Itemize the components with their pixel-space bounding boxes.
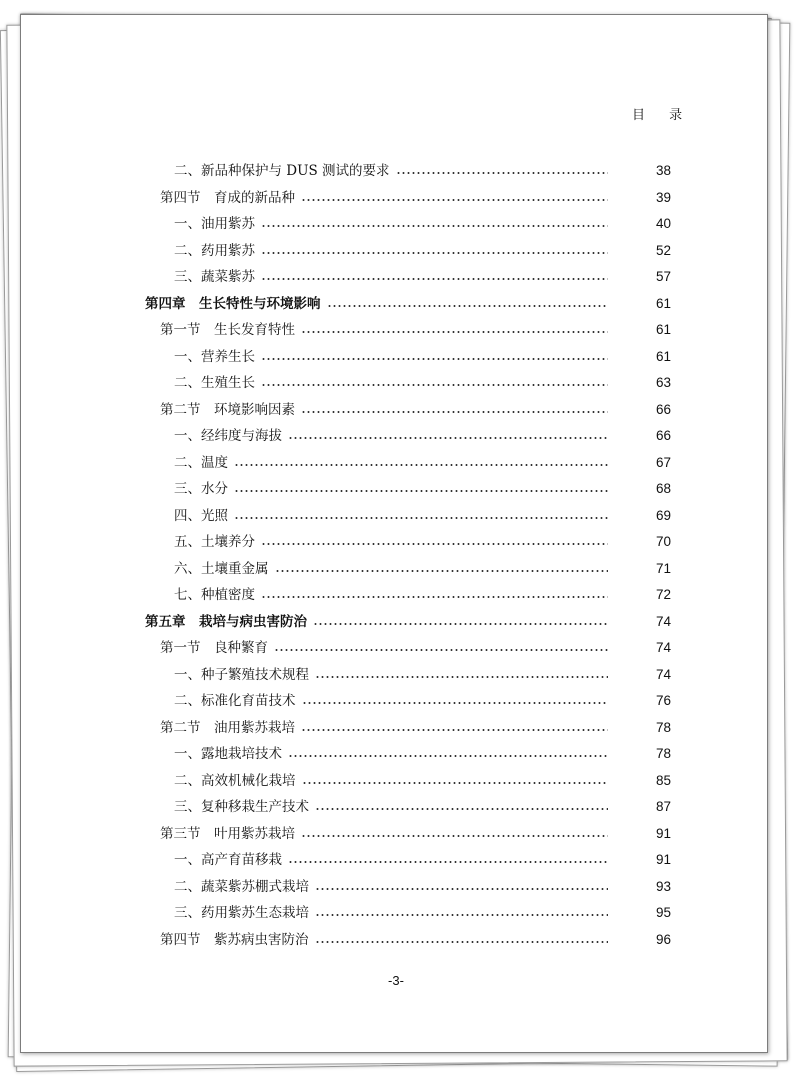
toc-item-row[interactable] (21, 558, 767, 580)
toc-page-number: 68 (655, 481, 671, 496)
toc-section-row[interactable] (21, 717, 767, 739)
toc-entry-label: 四、光照 (174, 507, 228, 524)
toc-page-number: 74 (655, 613, 671, 629)
toc-leader-dots (261, 358, 608, 360)
toc-item-row[interactable] (21, 478, 767, 500)
toc-entry-label: 第五章 栽培与病虫害防治 (145, 613, 307, 630)
toc-leader-dots (315, 676, 608, 678)
toc-section-row[interactable] (21, 319, 767, 341)
toc-entry-label: 一、油用紫苏 (174, 216, 255, 232)
toc-leader-dots (315, 888, 608, 890)
toc-item-row[interactable] (21, 849, 767, 871)
toc-leader-dots (261, 278, 608, 280)
toc-leader-dots (302, 702, 608, 704)
toc-leader-dots (302, 782, 608, 784)
toc-item-row[interactable] (21, 240, 767, 262)
toc-entry-label: 三、复种移栽生产技术 (174, 799, 309, 815)
toc-item-row[interactable] (21, 372, 767, 394)
toc-item-row[interactable] (21, 346, 767, 368)
toc-entry-label: 第一节 良种繁育 (160, 640, 268, 656)
toc-entry-label: 一、经纬度与海拔 (174, 428, 282, 444)
toc-leader-dots (301, 729, 608, 731)
toc-entry-label: 第一节 生长发育特性 (160, 322, 295, 338)
toc-item-row[interactable] (21, 770, 767, 792)
toc-chapter-row[interactable] (21, 293, 767, 315)
toc-leader-dots (327, 305, 608, 307)
toc-leader-dots (315, 941, 608, 943)
toc-entry-label: 第三节 叶用紫苏栽培 (160, 825, 295, 842)
toc-leader-dots (315, 808, 608, 810)
toc-page-number: 70 (655, 534, 671, 549)
toc-leader-dots (288, 861, 608, 863)
toc-leader-dots (234, 517, 608, 519)
toc-item-row[interactable] (21, 213, 767, 235)
toc-entry-label: 一、营养生长 (174, 348, 255, 365)
toc-section-row[interactable] (21, 399, 767, 421)
toc-entry-label: 二、新品种保护与 DUS 测试的要求 (174, 163, 390, 179)
toc-entry-label: 二、标准化育苗技术 (174, 693, 296, 709)
toc-entry-label: 六、土壤重金属 (174, 560, 269, 577)
page-number: -3- (388, 973, 404, 988)
toc-leader-dots (313, 623, 608, 625)
toc-item-row[interactable] (21, 690, 767, 712)
toc-page-number: 38 (655, 163, 671, 178)
toc-page-number: 85 (655, 772, 671, 788)
toc-item-row[interactable] (21, 584, 767, 606)
toc-section-row[interactable] (21, 637, 767, 659)
page-header-title: 目 录 (632, 108, 693, 123)
toc-section-row[interactable] (21, 187, 767, 209)
toc-leader-dots (261, 596, 608, 598)
toc-page-number: 66 (655, 401, 671, 417)
toc-page-number: 61 (655, 348, 671, 364)
toc-page-number: 78 (655, 746, 671, 761)
toc-page-number: 74 (655, 666, 671, 682)
toc-page-number: 87 (655, 799, 671, 814)
toc-page-number: 66 (655, 428, 671, 443)
toc-item-row[interactable] (21, 425, 767, 447)
toc-entry-label: 第四章 生长特性与环境影响 (145, 295, 321, 312)
toc-page-number: 71 (655, 560, 671, 576)
toc-entry-label: 三、药用紫苏生态栽培 (174, 905, 309, 921)
toc-leader-dots (274, 649, 608, 651)
toc-leader-dots (261, 543, 608, 545)
toc-item-row[interactable] (21, 902, 767, 924)
toc-entry-label: 一、高产育苗移栽 (174, 852, 282, 868)
toc-leader-dots (301, 411, 608, 413)
toc-entry-label: 第四节 紫苏病虫害防治 (160, 931, 309, 948)
toc-item-row[interactable] (21, 876, 767, 898)
toc-page-number: 78 (655, 719, 671, 735)
toc-page-number: 76 (655, 693, 671, 708)
toc-page-number: 39 (655, 189, 671, 205)
toc-entry-label: 七、种植密度 (174, 587, 255, 603)
toc-item-row[interactable] (21, 743, 767, 765)
toc-leader-dots (301, 835, 608, 837)
toc-leader-dots (234, 464, 608, 466)
toc-entry-label: 一、种子繁殖技术规程 (174, 666, 309, 683)
toc-page (20, 14, 768, 1053)
toc-entry-label: 第四节 育成的新品种 (160, 189, 295, 206)
toc-item-row[interactable] (21, 266, 767, 288)
toc-leader-dots (261, 384, 608, 386)
toc-entry-label: 三、水分 (174, 481, 228, 497)
toc-page-number: 91 (655, 825, 671, 841)
toc-item-row[interactable] (21, 452, 767, 474)
toc-section-row[interactable] (21, 929, 767, 951)
toc-item-row[interactable] (21, 505, 767, 527)
toc-item-row[interactable] (21, 160, 767, 182)
toc-page-number: 91 (655, 852, 671, 867)
toc-page-number: 96 (655, 931, 671, 947)
toc-entry-label: 三、蔬菜紫苏 (174, 269, 255, 285)
toc-entry-label: 二、温度 (174, 454, 228, 471)
toc-entry-label: 二、高效机械化栽培 (174, 772, 296, 789)
toc-page-number: 67 (655, 454, 671, 470)
toc-page-number: 57 (655, 269, 671, 284)
toc-leader-dots (234, 490, 608, 492)
toc-page-number: 93 (655, 878, 671, 894)
toc-entry-label: 二、蔬菜紫苏棚式栽培 (174, 878, 309, 895)
toc-leader-dots (261, 252, 608, 254)
toc-chapter-row[interactable] (21, 611, 767, 633)
toc-page-number: 74 (655, 640, 671, 655)
toc-leader-dots (315, 914, 608, 916)
toc-page-number: 95 (655, 905, 671, 920)
toc-page-number: 61 (655, 322, 671, 337)
toc-section-row[interactable] (21, 823, 767, 845)
toc-entry-label: 二、生殖生长 (174, 375, 255, 391)
toc-item-row[interactable] (21, 796, 767, 818)
toc-leader-dots (301, 331, 608, 333)
toc-entry-label: 一、露地栽培技术 (174, 746, 282, 762)
toc-leader-dots (261, 225, 608, 227)
toc-leader-dots (288, 755, 608, 757)
toc-page-number: 63 (655, 375, 671, 390)
toc-entry-label: 五、土壤养分 (174, 534, 255, 550)
toc-entry-label: 第二节 油用紫苏栽培 (160, 719, 295, 736)
toc-leader-dots (396, 172, 608, 174)
toc-item-row[interactable] (21, 531, 767, 553)
toc-page-number: 40 (655, 216, 671, 231)
toc-entry-label: 第二节 环境影响因素 (160, 401, 295, 418)
toc-page-number: 52 (655, 242, 671, 258)
toc-leader-dots (288, 437, 608, 439)
toc-page-number: 72 (655, 587, 671, 602)
toc-page-number: 69 (655, 507, 671, 523)
toc-leader-dots (275, 570, 608, 572)
toc-page-number: 61 (655, 295, 671, 311)
toc-entry-label: 二、药用紫苏 (174, 242, 255, 259)
toc-item-row[interactable] (21, 664, 767, 686)
toc-leader-dots (301, 199, 608, 201)
